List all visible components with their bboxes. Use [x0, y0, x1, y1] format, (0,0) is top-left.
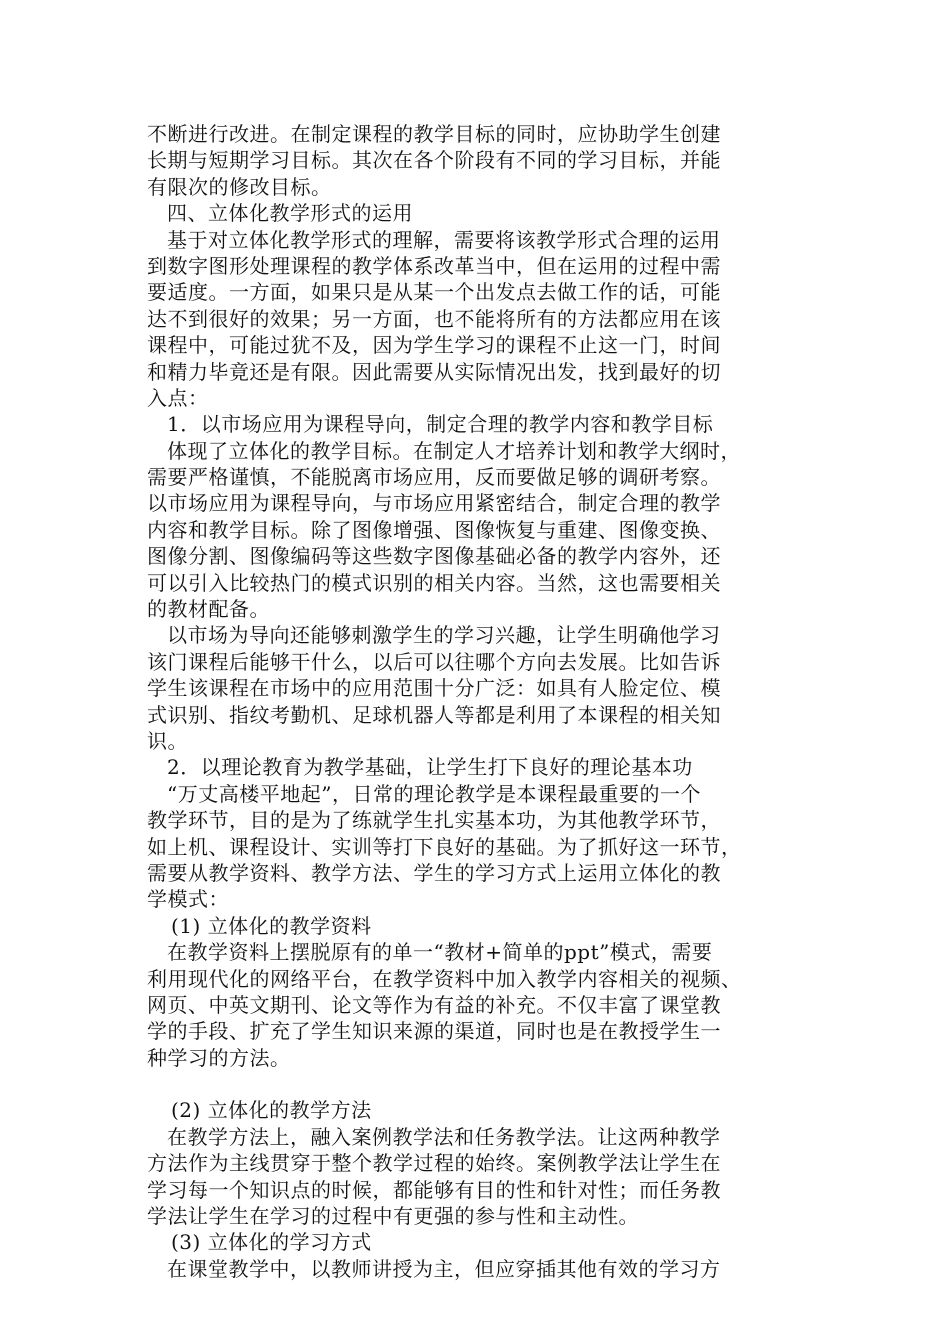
body-line: 图像分割、图像编码等这些数字图像基础必备的教学内容外，还: [147, 544, 721, 569]
body-line: 可以引入比较热门的模式识别的相关内容。当然，这也需要相关: [147, 570, 721, 595]
body-line: 利用现代化的网络平台，在教学资料中加入教学内容相关的视频、: [147, 966, 742, 991]
body-line: 以市场应用为课程导向，与市场应用紧密结合，制定合理的教学: [147, 491, 721, 516]
paragraph-start: 在课堂教学中，以教师讲授为主，但应穿插其他有效的学习方: [167, 1256, 721, 1281]
item-heading: (3) 立体化的学习方式: [171, 1230, 372, 1255]
body-line: 内容和教学目标。除了图像增强、图像恢复与重建、图像变换、: [147, 517, 721, 542]
body-line: 学的手段、扩充了学生知识来源的渠道，同时也是在教授学生一: [147, 1019, 721, 1044]
body-line: 识。: [147, 728, 188, 753]
paragraph-start: 体现了立体化的教学目标。在制定人才培养计划和教学大纲时，: [167, 438, 741, 463]
body-line: 课程中，可能过犹不及，因为学生学习的课程不止这一门，时间: [147, 333, 721, 358]
body-line: 学习每一个知识点的时候，都能够有目的性和针对性；而任务教: [147, 1177, 721, 1202]
subsection-heading: 1．以市场应用为课程导向，制定合理的教学内容和教学目标: [167, 412, 714, 437]
body-line: 达不到很好的效果；另一方面，也不能将所有的方法都应用在该: [147, 306, 721, 331]
subsection-heading: 2．以理论教育为教学基础，让学生打下良好的理论基本功: [167, 755, 693, 780]
body-line: 不断进行改进。在制定课程的教学目标的同时，应协助学生创建: [147, 122, 721, 146]
section-heading: 四、立体化教学形式的运用: [167, 201, 413, 226]
body-line: 该门课程后能够干什么，以后可以往哪个方向去发展。比如告诉: [147, 649, 721, 674]
body-line: 如上机、课程设计、实训等打下良好的基础。为了抓好这一环节，: [147, 834, 742, 859]
body-line: 种学习的方法。: [147, 1045, 291, 1070]
body-line: 到数字图形处理课程的教学体系改革当中，但在运用的过程中需: [147, 253, 721, 278]
body-line: 有限次的修改目标。: [147, 174, 332, 199]
body-line: 方法作为主线贯穿于整个教学过程的始终。案例教学法让学生在: [147, 1151, 721, 1176]
body-line: 学生该课程在市场中的应用范围十分广泛：如具有人脸定位、模: [147, 676, 721, 701]
body-line: 和精力毕竟还是有限。因此需要从实际情况出发，找到最好的切: [147, 359, 721, 384]
item-heading: (1) 立体化的教学资料: [171, 913, 372, 938]
body-line: 学模式：: [147, 887, 229, 912]
body-line: 式识别、指纹考勤机、足球机器人等都是利用了本课程的相关知: [147, 702, 721, 727]
body-line: 需要从教学资料、教学方法、学生的学习方式上运用立体化的教: [147, 860, 721, 885]
paragraph-start: 以市场为导向还能够刺激学生的学习兴趣，让学生明确他学习: [167, 623, 721, 648]
paragraph-start: 在教学方法上，融入案例教学法和任务教学法。让这两种教学: [167, 1124, 721, 1149]
body-line: 教学环节，目的是为了练就学生扎实基本功，为其他教学环节，: [147, 808, 721, 833]
body-line: 入点：: [147, 385, 209, 410]
blank-line: [147, 1071, 787, 1097]
paragraph-start: 基于对立体化教学形式的理解，需要将该教学形式合理的运用: [167, 227, 721, 252]
document-page: [147, 121, 787, 1282]
body-line: 网页、中英文期刊、论文等作为有益的补充。不仅丰富了课堂教: [147, 992, 721, 1017]
paragraph-start: 在教学资料上摆脱原有的单一“教材+简单的ppt”模式，需要: [167, 940, 713, 965]
body-line: 学法让学生在学习的过程中有更强的参与性和主动性。: [147, 1204, 639, 1229]
body-line: 需要严格谨慎，不能脱离市场应用，反而要做足够的调研考察。: [147, 465, 721, 490]
body-line: 长期与短期学习目标。其次在各个阶段有不同的学习目标，并能: [147, 148, 721, 173]
paragraph-start: “万丈高楼平地起”，日常的理论教学是本课程最重要的一个: [167, 781, 701, 806]
body-line: 的教材配备。: [147, 597, 270, 622]
body-line: 要适度。一方面，如果只是从某一个出发点去做工作的话，可能: [147, 280, 721, 305]
item-heading: (2) 立体化的教学方法: [171, 1098, 372, 1123]
